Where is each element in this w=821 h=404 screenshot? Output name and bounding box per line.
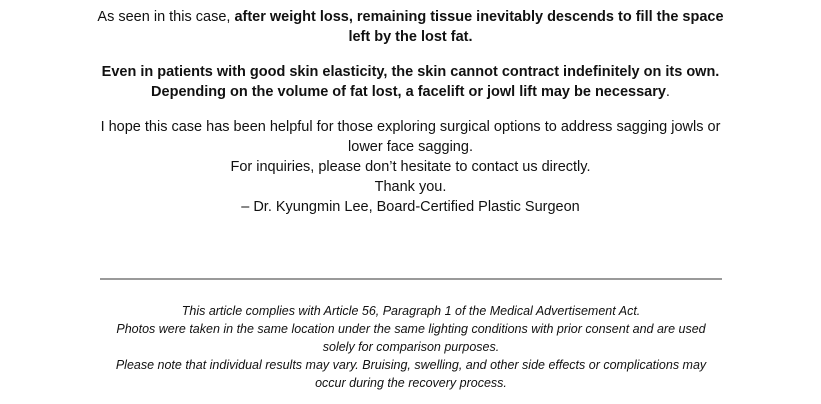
disclaimer-line-compliance: This article complies with Article 56, Paragraph 1 of the Medical Advertisement Act.: [181, 304, 641, 318]
disclaimer-line-results: Please note that individual results may vary. Bruising, swelling, and other side effects or complications may occur during the recovery process.: [115, 358, 707, 390]
closing-line-hope: I hope this case has been helpful for those exploring surgical options to address sagging jowls or lower face sagging.: [100, 119, 721, 155]
paragraph-bold-text: after weight loss, remaining tissue inevitably descends to fill the space left by the lost fat.: [234, 9, 724, 45]
closing-paragraph: [90, 117, 731, 217]
section-divider: [100, 278, 722, 280]
weight-loss-paragraph: [90, 7, 731, 47]
paragraph-intro-text: As seen in this case,: [97, 9, 235, 25]
author-signature: – Dr. Kyungmin Lee, Board-Certified Plastic Surgeon: [241, 199, 580, 215]
legal-disclaimer: [100, 302, 722, 392]
disclaimer-line-photos: Photos were taken in the same location under the same lighting conditions with prior consent and are used solely for comparison purposes.: [116, 322, 706, 354]
closing-line-thanks: Thank you.: [374, 179, 447, 195]
paragraph-bold-text: Even in patients with good skin elasticity, the skin cannot contract indefinitely on its own. Depending on the volume of fat lost, a facelift or jowl lift may be necessary: [101, 64, 720, 100]
skin-elasticity-paragraph: [90, 62, 731, 102]
paragraph-period: .: [665, 84, 670, 100]
closing-line-inquiries: For inquiries, please don’t hesitate to contact us directly.: [230, 159, 591, 175]
